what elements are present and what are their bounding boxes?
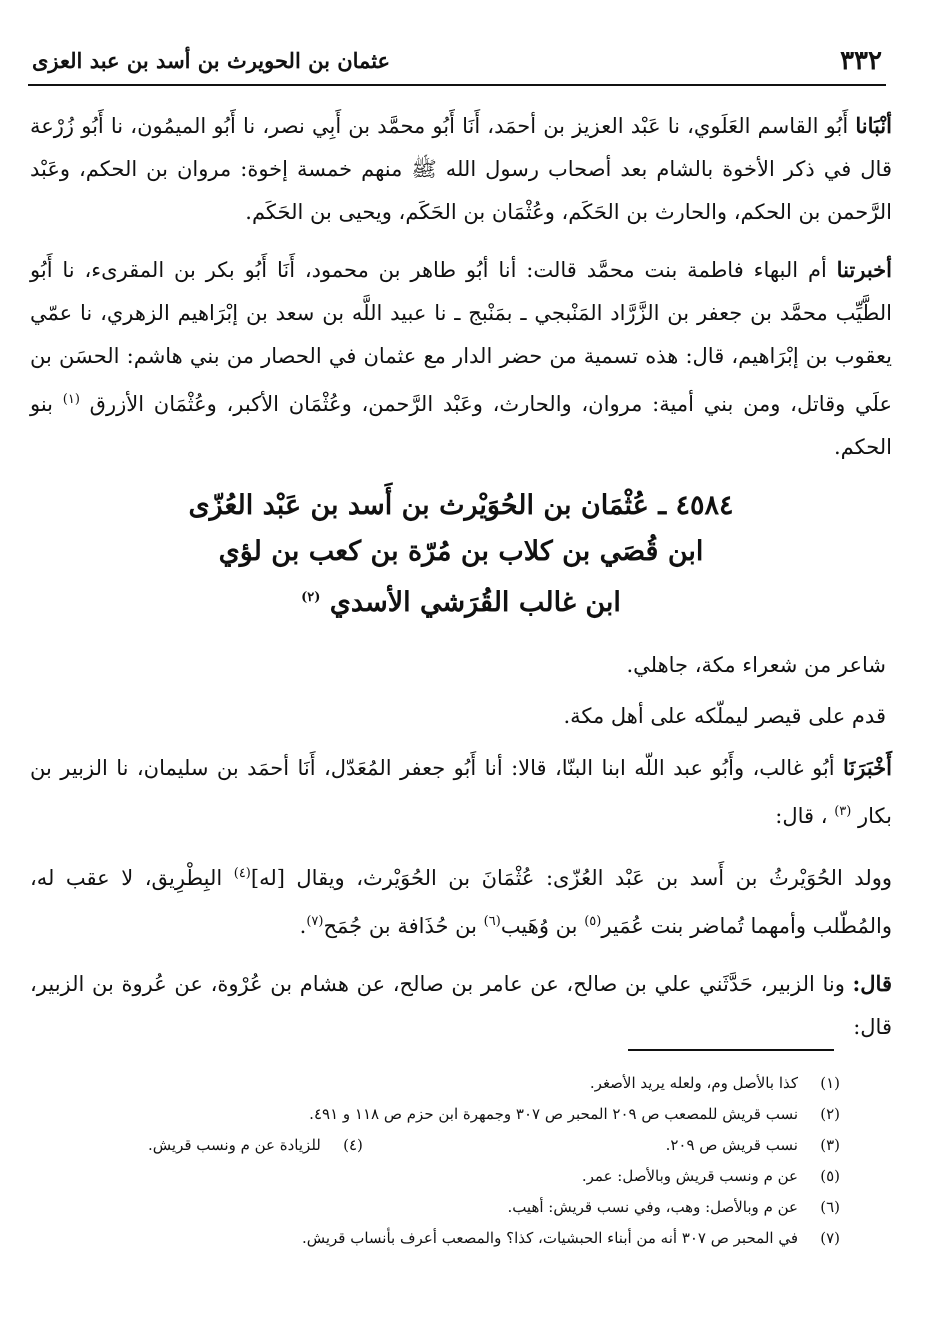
line-poet: شاعر من شعراء مكة، جاهلي. — [626, 653, 886, 677]
footnote-number: (١) — [820, 1074, 840, 1092]
footnote-number: (٦) — [820, 1198, 840, 1216]
paragraph-4-part-1: وولد الحُوَيْرثُ بن أَسد بن عَبْد العُزّى: عُثْمَانَ بن الحُوَيْرث، ويقال [له] — [250, 866, 892, 890]
footnote-text: كذا بالأصل وم، ولعله يريد الأصغر. — [589, 1074, 798, 1092]
note-ref-6: (٦) — [483, 914, 501, 929]
paragraph-3-lead: أَخْبَرَنَا — [843, 755, 892, 780]
footnote-number: (٣) — [820, 1136, 840, 1154]
main-text — [30, 104, 892, 1063]
entry-heading-line-1: ٤٥٨٤ ـ عُثْمَان بن الحُوَيْرث بن أَسد بن عَبْد العُزّى — [188, 490, 734, 521]
paragraph-1-text: أَبُو القاسم العَلَوي، نا عَبْد العزيز بن أحمَد، أَنَا أَبُو محمَّد بن أَبِي نصر، نا أَبُو الميمُون، نا أَبُو زُرْعة قال في ذكر الأخوة بالشام بعد أصحاب رسول الله ﷺ منهم خمسة إخوة: مروان بن الحكم، وعَبْد الرَّحمن بن الحكم، والحارث بن الحَكَم، وعُثْمَان بن الحَكَم، ويحيى بن الحَكَم. — [30, 114, 892, 224]
paragraph-4-part-2: البِطْرِيق، لا عقب له، والمُطّلب وأمهما تُماضر بنت عُمَير — [30, 866, 892, 938]
paragraph-2 — [30, 248, 892, 469]
paragraph-2-text-end: بنو الحكم. — [30, 392, 892, 459]
footnote-text: عن م وبالأصل: وهب، وفي نسب قريش: أهيب. — [507, 1198, 798, 1216]
footnote-number: (٢) — [820, 1105, 840, 1123]
note-ref-4: (٤) — [233, 866, 251, 881]
paragraph-2-text: أم البهاء فاطمة بنت محمَّد قالت: أنا أبُو طاهر بن محمود، أَنَا أَبُو بكر بن المقرىء، نا أَبُو الطَّيِّب محمَّد بن جعفر بن الزَّرَّاد المَنْبجي ـ بمَنْبج ـ نا عبيد اللَّه بن سعد بن إبْرَاهيم الزهري، نا عمّي يعقوب بن إبْرَاهيم، قال: هذه تسمية من حضر الدار مع عثمان في الحصار من بني هاشم: الحسَن بن علَي وقاتل، ومن بني أمية: مروان، والحارث، وعَبْد الرَّحمن، وعُثْمَان الأكبر، وعُثْمَان الأزرق — [30, 258, 893, 416]
paragraph-2-lead: أخبرتنا — [836, 257, 892, 282]
paragraph-4-part-3: بن وُهَيب — [500, 914, 578, 938]
footnote-6 — [60, 1192, 840, 1223]
note-ref-5: (٥) — [584, 914, 602, 929]
paragraph-1 — [30, 104, 892, 234]
note-ref-3: (٣) — [834, 804, 852, 819]
footnotes — [60, 1068, 840, 1254]
paragraph-4-part-5: . — [299, 914, 307, 938]
footnote-number: (٧) — [820, 1229, 840, 1247]
paragraph-4-part-4: بن حُذَافة بن جُمَح — [323, 914, 477, 938]
paragraph-3-text-end: ، قال: — [775, 804, 828, 828]
paragraph-5 — [30, 962, 892, 1049]
paragraph-3-text: أبُو غالب، وأَبُو عبد اللّه ابنا البنّا، قالا: أنا أَبُو جعفر المُعَدّل، أَنَا أحمَد بن سليمان، نا الزبير بن بكار — [30, 756, 892, 828]
footnote-text: للزيادة عن م ونسب قريش. — [148, 1136, 321, 1154]
running-title: عثمان بن الحويرث بن أسد بن عبد العزى — [32, 48, 391, 73]
footnote-7 — [60, 1223, 840, 1254]
footnote-4 — [148, 1130, 363, 1161]
entry-heading-line-2: ابن قُصَي بن كلاب بن مُرّة بن كعب بن لؤي — [218, 536, 704, 567]
entry-heading-line-3-text: ابن غالب القُرَشي الأسدي — [329, 587, 621, 618]
page-header — [28, 40, 886, 86]
footnote-text: نسب قريش ص ٢٠٩. — [665, 1136, 798, 1154]
footnote-1 — [60, 1068, 840, 1099]
footnote-separator — [628, 1049, 834, 1051]
footnote-row-3-4 — [60, 1130, 840, 1161]
paragraph-4 — [30, 852, 892, 948]
footnote-text: نسب قريش للمصعب ص ٢٠٩ المحبر ص ٣٠٧ وجمهرة ابن حزم ص ١١٨ و ٤٩١. — [309, 1105, 798, 1123]
page-number: ٣٣٢ — [840, 46, 882, 76]
footnote-5 — [60, 1161, 840, 1192]
entry-heading — [30, 483, 892, 626]
footnote-text: في المحبر ص ٣٠٧ أنه من أبناء الحبشيات، كذا؟ والمصعب أعرف بأنساب قريش. — [301, 1229, 798, 1247]
note-ref-1: (١) — [62, 392, 80, 407]
paragraph-5-lead: قال: — [852, 971, 892, 996]
footnote-text: عن م ونسب قريش وبالأصل: عمر. — [581, 1167, 798, 1185]
entry-heading-line-3 — [30, 575, 892, 626]
paragraph-5-text: ونا الزبير، حَدَّثَني علي بن صالح، عن عامر بن صالح، عن هشام بن عُرْوة، عن عُروة بن الزبير، قال: — [30, 972, 892, 1039]
paragraph-1-lead: أنْبَانا — [855, 113, 892, 138]
footnote-3 — [666, 1130, 840, 1161]
note-ref-2: (٢) — [301, 590, 321, 605]
footnote-2 — [60, 1099, 840, 1130]
paragraph-3 — [30, 746, 892, 838]
footnote-number: (٤) — [343, 1136, 363, 1154]
note-ref-7: (٧) — [306, 914, 324, 929]
line-caesar: قدم على قيصر ليملّكه على أهل مكة. — [563, 704, 886, 728]
footnote-number: (٥) — [820, 1167, 840, 1185]
